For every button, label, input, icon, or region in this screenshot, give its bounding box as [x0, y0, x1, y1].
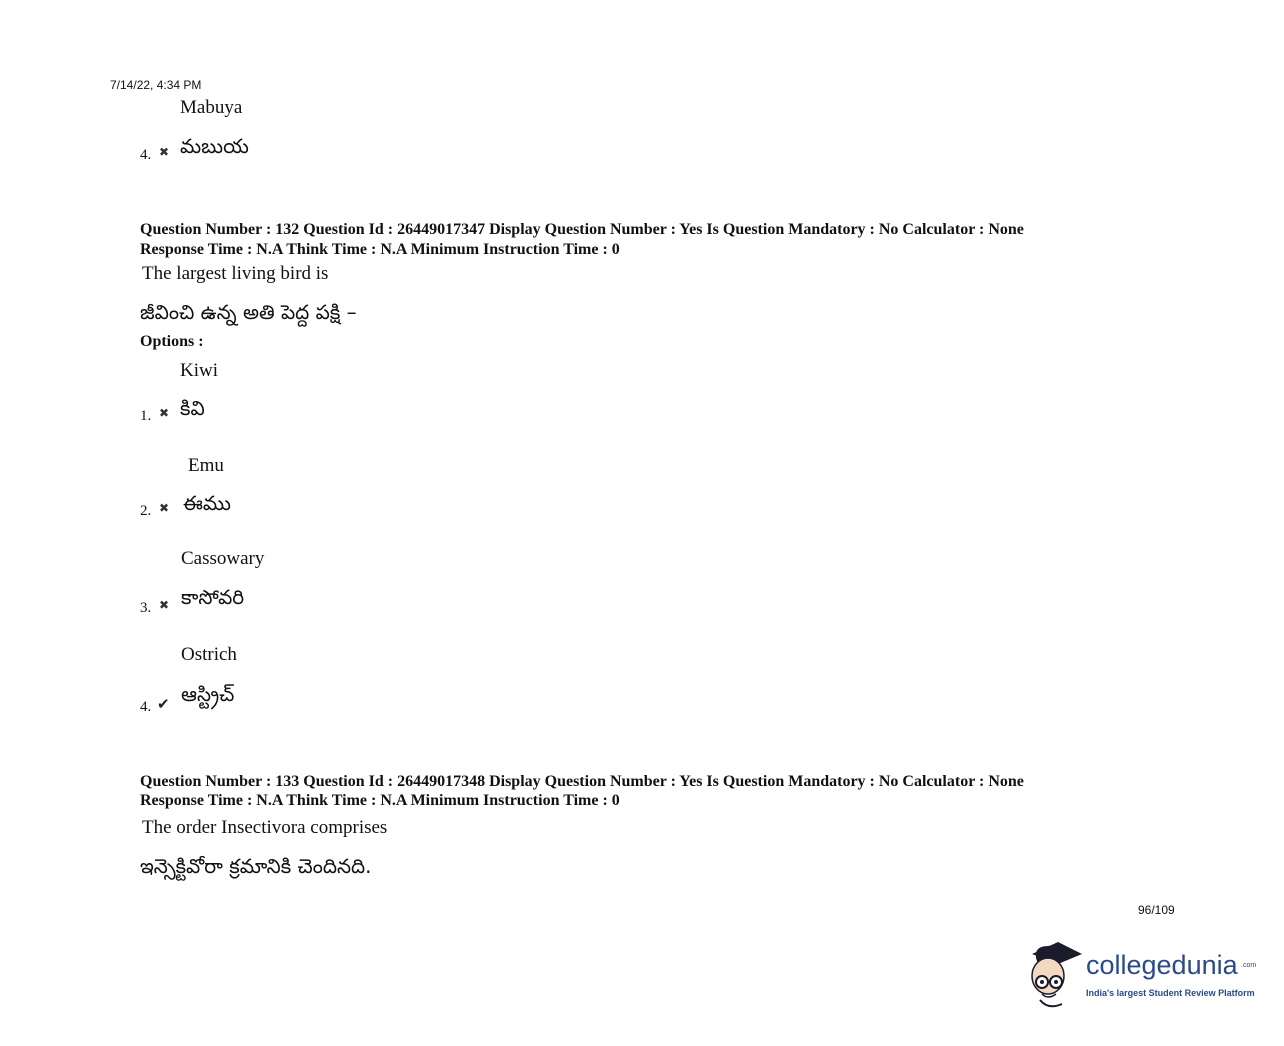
question-132-text-telugu: జీవించి ఉన్న అతి పెద్ద పక్షి –: [140, 300, 357, 324]
question-132-text-english: The largest living bird is: [142, 263, 329, 284]
logo-dotcom: .com: [1241, 962, 1257, 969]
prev-option-telugu: మబుయ: [180, 134, 249, 158]
question-133-text-english: The order Insectivora comprises: [142, 817, 388, 838]
option-4-telugu: ఆస్ట్రిచ్: [181, 682, 235, 706]
option-2-english: Emu: [188, 455, 224, 476]
option-3-telugu: కాసోవరి: [181, 585, 245, 609]
option-4-number: 4.: [140, 699, 152, 715]
prev-option-number: 4.: [140, 147, 152, 163]
question-133-meta-line2: Response Time : N.A Think Time : N.A Minimum Instruction Time : 0: [140, 792, 620, 809]
option-3-english: Cassowary: [181, 548, 265, 569]
options-label: Options :: [140, 333, 204, 350]
correct-check-icon: ✔: [157, 695, 170, 713]
option-3-number: 3.: [140, 600, 152, 616]
wrong-mark-icon: ✖: [159, 145, 170, 159]
logo-wordmark: collegedunia: [1086, 950, 1238, 980]
option-4-english: Ostrich: [181, 644, 237, 665]
question-133-meta-line1: Question Number : 133 Question Id : 26449017348 Display Question Number : Yes Is Question Mandatory : No Calculator : None: [140, 773, 1024, 790]
option-2-number: 2.: [140, 503, 152, 519]
wrong-mark-icon: ✖: [159, 406, 170, 420]
question-132-meta-line2: Response Time : N.A Think Time : N.A Minimum Instruction Time : 0: [140, 241, 620, 258]
wrong-mark-icon: ✖: [159, 501, 170, 515]
option-1-english: Kiwi: [180, 360, 218, 381]
option-1-number: 1.: [140, 408, 152, 424]
question-132-meta-line1: Question Number : 132 Question Id : 26449017347 Display Question Number : Yes Is Question Mandatory : No Calculator : None: [140, 221, 1024, 238]
page-number: 96/109: [1138, 903, 1175, 917]
option-2-telugu: ఈము: [183, 491, 231, 515]
print-timestamp: 7/14/22, 4:34 PM: [110, 78, 202, 92]
wrong-mark-icon: ✖: [159, 598, 170, 612]
question-133-text-telugu: ఇన్సెక్టివోరా క్రమానికి చెందినది.: [140, 854, 372, 878]
logo-tagline: India's largest Student Review Platform: [1086, 988, 1255, 998]
option-1-telugu: కివి: [180, 396, 205, 420]
prev-option-english: Mabuya: [180, 97, 243, 118]
collegedunia-mascot-logo: [1024, 938, 1086, 1010]
